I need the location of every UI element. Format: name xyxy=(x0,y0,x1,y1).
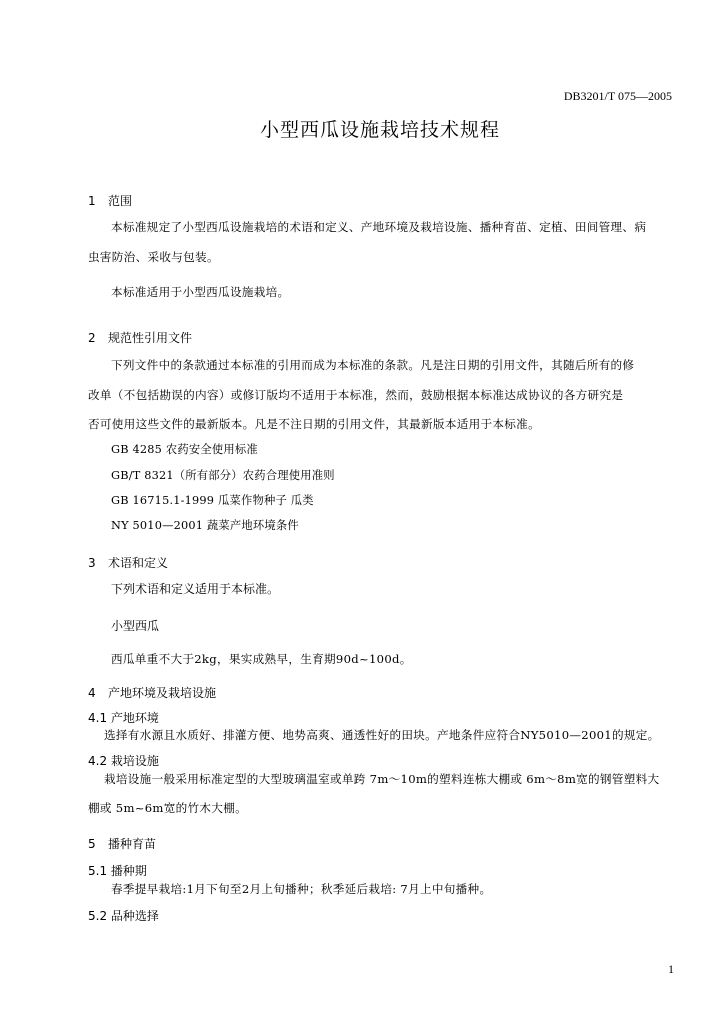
subsection-number: 5.1 xyxy=(88,864,108,878)
subsection-title: 产地环境 xyxy=(110,711,159,725)
section-title: 播种育苗 xyxy=(108,837,157,851)
section-title: 规范性引用文件 xyxy=(108,331,193,345)
term-definition: 西瓜单重不大于2kg，果实成熟早，生育期90d~100d。 xyxy=(111,652,412,666)
page-title: 小型西瓜设施栽培技术规程 xyxy=(259,119,500,141)
subsection-title: 播种期 xyxy=(110,864,147,878)
subsection-heading-4-2 xyxy=(88,752,159,769)
document-number: DB3201/T 075—2005 xyxy=(563,89,672,103)
section-heading-1 xyxy=(88,192,132,209)
section-heading-3 xyxy=(88,554,168,571)
paragraph-line: 棚或 5m~6m宽的竹木大棚。 xyxy=(88,801,247,815)
paragraph-line: 栽培设施一般采用标准定型的大型玻璃温室或单跨 7m～10m的塑料连栋大棚或 6m～8m宽的钢管塑料大 xyxy=(104,772,660,786)
reference-item: GB/T 8321（所有部分）农药合理使用准则 xyxy=(111,469,335,482)
section-title: 范围 xyxy=(108,194,133,208)
subsection-title: 品种选择 xyxy=(110,909,159,923)
paragraph-line: 否可使用这些文件的最新版本。凡是不注日期的引用文件，其最新版本适用于本标准。 xyxy=(88,417,540,431)
paragraph-line: 选择有水源且水质好、排灌方便、地势高爽、通透性好的田块。产地条件应符合NY5010—2001的规定。 xyxy=(104,728,660,742)
paragraph-line: 本标准适用于小型西瓜设施栽培。 xyxy=(111,285,290,299)
subsection-title: 栽培设施 xyxy=(110,754,159,768)
reference-item: NY 5010—2001 蔬菜产地环境条件 xyxy=(111,519,299,532)
section-number: 2 xyxy=(88,331,96,345)
terms-intro: 下列术语和定义适用于本标准。 xyxy=(111,582,280,596)
section-number: 4 xyxy=(88,686,96,700)
paragraph-line: 本标准规定了小型西瓜设施栽培的术语和定义、产地环境及栽培设施、播种育苗、定植、田间管理、病 xyxy=(111,220,647,234)
subsection-number: 5.2 xyxy=(88,909,108,923)
subsection-heading-4-1 xyxy=(88,709,159,726)
reference-item: GB 16715.1-1999 瓜菜作物种子 瓜类 xyxy=(111,494,314,507)
reference-item: GB 4285 农药安全使用标准 xyxy=(111,443,258,456)
page-number: 1 xyxy=(668,962,674,976)
subsection-heading-5-2 xyxy=(88,907,159,924)
section-number: 1 xyxy=(88,194,96,208)
term-name: 小型西瓜 xyxy=(111,619,160,633)
paragraph-line: 下列文件中的条款通过本标准的引用而成为本标准的条款。凡是注日期的引用文件，其随后所有的修 xyxy=(111,358,635,372)
section-heading-4 xyxy=(88,684,216,701)
section-number: 3 xyxy=(88,556,96,570)
paragraph-line: 春季提早栽培:1月下旬至2月上旬播种；秋季延后栽培: 7月上中旬播种。 xyxy=(111,882,492,896)
section-heading-5 xyxy=(88,835,156,852)
subsection-heading-5-1 xyxy=(88,862,147,879)
subsection-number: 4.2 xyxy=(88,754,108,768)
paragraph-line: 改单（不包括勘误的内容）或修订版均不适用于本标准，然而，鼓励根据本标准达成协议的各方研究是 xyxy=(88,388,624,402)
paragraph-line: 虫害防治、采收与包装。 xyxy=(88,250,219,264)
section-title: 术语和定义 xyxy=(108,556,169,570)
section-number: 5 xyxy=(88,837,96,851)
section-heading-2 xyxy=(88,329,192,346)
section-title: 产地环境及栽培设施 xyxy=(108,686,217,700)
subsection-number: 4.1 xyxy=(88,711,108,725)
